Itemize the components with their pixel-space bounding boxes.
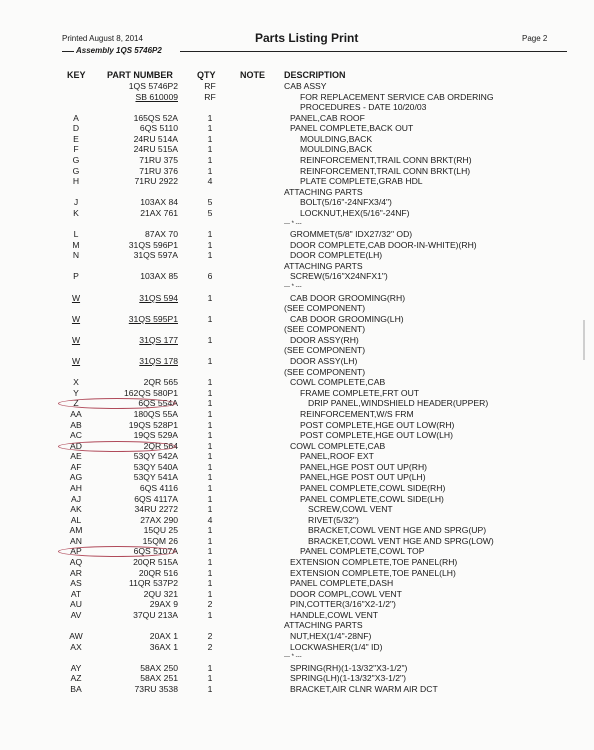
row-part-number: 11QR 537P2 — [128, 578, 178, 589]
row-description: SCREW(5/16"X24NFX1") — [290, 271, 388, 282]
row-qty: 1 — [207, 229, 213, 240]
row-description: BRACKET,AIR CLNR WARM AIR DCT — [290, 683, 438, 694]
row-part-number: 53QY 541A — [133, 472, 178, 483]
row-description: EXTENSION COMPLETE,TOE PANEL(RH) — [290, 557, 458, 568]
row-qty: 1 — [207, 567, 213, 578]
row-qty: 1 — [207, 546, 213, 557]
row-description: PANEL,CAB ROOF — [290, 112, 365, 123]
table-row — [0, 684, 594, 695]
row-description: --- * --- — [284, 220, 302, 227]
row-key: AD — [70, 440, 82, 451]
row-description: CAB DOOR GROOMING(LH) — [290, 313, 404, 324]
assembly-bar — [62, 47, 567, 57]
row-key: W — [71, 356, 81, 367]
row-description: EXTENSION COMPLETE,TOE PANEL(LH) — [290, 567, 456, 578]
table-row — [0, 176, 594, 187]
row-part-number: 6QS 5107A — [133, 546, 178, 557]
column-header-note: NOTE — [240, 70, 266, 80]
row-part-number: 37QU 213A — [133, 609, 178, 620]
table-row — [0, 250, 594, 261]
table-row — [0, 293, 594, 304]
table-row — [0, 652, 594, 663]
column-header-description: DESCRIPTION — [284, 70, 346, 80]
row-description: DOOR COMPLETE(LH) — [290, 250, 383, 261]
row-key: AR — [70, 567, 82, 578]
row-description: (SEE COMPONENT) — [284, 366, 366, 377]
table-row — [0, 483, 594, 494]
row-qty: 5 — [207, 197, 213, 208]
row-key: A — [73, 112, 79, 123]
row-key: AC — [70, 430, 82, 441]
row-part-number: 53QY 542A — [133, 451, 178, 462]
row-part-number: 31QS 594 — [139, 292, 178, 303]
table-row — [0, 451, 594, 462]
row-qty: 1 — [207, 250, 213, 261]
row-part-number: 87AX 70 — [145, 229, 178, 240]
row-key: AZ — [70, 673, 82, 684]
row-key: H — [72, 176, 80, 187]
row-part-number: 31QS 596P1 — [128, 239, 178, 250]
table-row — [0, 472, 594, 483]
row-qty: 1 — [207, 683, 213, 694]
printed-date: Printed August 8, 2014 — [62, 34, 143, 43]
row-part-number: 15QU 25 — [143, 525, 178, 536]
row-description: DOOR COMPL,COWL VENT — [290, 588, 402, 599]
table-row — [0, 166, 594, 177]
table-row — [0, 388, 594, 399]
row-description: PANEL COMPLETE,COWL SIDE(LH) — [300, 493, 444, 504]
table-row — [0, 430, 594, 441]
row-qty: 4 — [207, 514, 213, 525]
row-part-number: 20QR 515A — [133, 557, 178, 568]
row-description: CAB DOOR GROOMING(RH) — [290, 292, 406, 303]
row-qty: 1 — [207, 387, 213, 398]
row-description: CAB ASSY — [284, 81, 327, 91]
row-key: D — [72, 123, 80, 134]
row-part-number: 19QS 529A — [133, 430, 178, 441]
row-part-number: 6QS 4117A — [134, 493, 178, 504]
row-key: E — [73, 133, 79, 144]
row-key: W — [71, 334, 81, 345]
table-row — [0, 568, 594, 579]
row-qty: 2 — [207, 599, 213, 610]
row-description: SCREW,COWL VENT — [308, 504, 393, 515]
row-key: N — [72, 250, 80, 261]
row-description: MOULDING,BACK — [300, 144, 373, 155]
row-qty: 1 — [207, 133, 213, 144]
row-qty: 2 — [207, 641, 213, 652]
table-row — [0, 208, 594, 219]
row-description: MOULDING,BACK — [300, 133, 373, 144]
row-qty: 1 — [207, 461, 213, 472]
row-part-number: 21AX 761 — [140, 207, 178, 218]
table-row — [0, 271, 594, 282]
table-row — [0, 303, 594, 314]
row-part-number: 58AX 250 — [140, 662, 178, 673]
row-key: AV — [70, 609, 82, 620]
table-row — [0, 314, 594, 325]
row-part-number: 103AX 84 — [140, 197, 178, 208]
scan-edge-mark — [583, 320, 585, 360]
row-description: NUT,HEX(1/4"-28NF) — [290, 631, 372, 642]
table-row — [0, 367, 594, 378]
row-description: --- * --- — [284, 283, 302, 290]
row-description: REINFORCEMENT,TRAIL CONN BRKT(RH) — [300, 155, 472, 166]
row-key: AH — [70, 482, 82, 493]
row-part-number: 71RU 2922 — [134, 176, 178, 187]
row-part-number: 19QS 528P1 — [128, 419, 178, 430]
row-description: PANEL COMPLETE,COWL TOP — [300, 546, 425, 557]
row-key: AS — [70, 578, 82, 589]
row-part-number: 53QY 540A — [133, 461, 178, 472]
row-qty: 1 — [207, 313, 213, 324]
row-part-number: 15QM 26 — [142, 535, 178, 546]
table-row — [0, 92, 594, 103]
table-row — [0, 197, 594, 208]
row-part-number: 31QS 178 — [139, 356, 178, 367]
row-qty: 1 — [207, 662, 213, 673]
table-row — [0, 536, 594, 547]
table-row — [0, 282, 594, 293]
row-qty: 4 — [207, 176, 213, 187]
table-row — [0, 663, 594, 674]
table-row — [0, 144, 594, 155]
column-header-key: KEY — [67, 70, 86, 80]
row-description: (SEE COMPONENT) — [284, 303, 366, 314]
row-key: AU — [70, 599, 82, 610]
table-row — [0, 494, 594, 505]
row-description: REINFORCEMENT,W/S FRM — [300, 408, 414, 419]
row-key: AB — [70, 419, 82, 430]
table-row — [0, 599, 594, 610]
row-qty: 1 — [207, 408, 213, 419]
row-part-number: 165QS 52A — [133, 112, 178, 123]
row-key: W — [71, 313, 81, 324]
row-part-number: 162QS 580P1 — [124, 387, 178, 398]
row-key: AK — [70, 504, 82, 515]
row-part-number: 2QR 565 — [143, 377, 178, 388]
row-description: PANEL COMPLETE,BACK OUT — [290, 123, 414, 134]
row-part-number: 20QR 516 — [138, 567, 178, 578]
row-part-number: 27AX 290 — [140, 514, 178, 525]
row-part-number: 2QR 564 — [143, 440, 178, 451]
table-row — [0, 525, 594, 536]
row-key: M — [72, 239, 80, 250]
row-part-number: 6QS 5110 — [139, 123, 178, 134]
row-description: ATTACHING PARTS — [284, 260, 363, 271]
hand-drawn-circle-mark — [58, 441, 176, 452]
row-key: AP — [70, 546, 82, 557]
row-description: ATTACHING PARTS — [284, 620, 363, 631]
table-row — [0, 557, 594, 568]
row-description: --- * --- — [284, 654, 302, 661]
row-qty: 2 — [207, 631, 213, 642]
row-key: W — [71, 292, 81, 303]
row-description: ATTACHING PARTS — [284, 186, 363, 197]
row-qty: 1 — [207, 472, 213, 483]
table-row — [0, 578, 594, 589]
row-description: LOCKWASHER(1/4" ID) — [290, 641, 383, 652]
row-key: Y — [73, 387, 79, 398]
row-part-number: 58AX 251 — [140, 673, 178, 684]
row-description: PANEL COMPLETE,COWL SIDE(RH) — [300, 482, 446, 493]
row-description: FRAME COMPLETE,FRT OUT — [300, 387, 420, 398]
table-row — [0, 187, 594, 198]
row-key: AA — [70, 408, 82, 419]
row-part-number: 6QS 554A — [138, 398, 178, 409]
row-part-number: 24RU 515A — [133, 144, 178, 155]
rule-right — [180, 51, 567, 52]
row-qty: 1 — [207, 440, 213, 451]
table-row — [0, 398, 594, 409]
table-row — [0, 81, 594, 92]
row-qty: 1 — [207, 112, 213, 123]
row-description: BOLT(5/16"-24NFX3/4") — [300, 197, 392, 208]
row-key: X — [73, 377, 79, 388]
row-description: DOOR ASSY(RH) — [290, 334, 359, 345]
row-description: HANDLE,COWL VENT — [290, 609, 379, 620]
row-qty: 1 — [207, 419, 213, 430]
row-part-number: 103AX 85 — [140, 271, 178, 282]
row-qty: 1 — [207, 155, 213, 166]
row-key: L — [73, 229, 79, 240]
table-row — [0, 261, 594, 272]
row-description: DOOR ASSY(LH) — [290, 356, 358, 367]
table-row — [0, 356, 594, 367]
row-key: AJ — [70, 493, 82, 504]
row-qty: 1 — [207, 377, 213, 388]
row-part-number: 73RU 3538 — [134, 683, 178, 694]
row-description: BRACKET,COWL VENT HGE AND SPRG(UP) — [308, 525, 487, 536]
table-row — [0, 219, 594, 230]
row-description: COWL COMPLETE,CAB — [290, 440, 386, 451]
row-description: PIN,COTTER(3/16"X2-1/2") — [290, 599, 396, 610]
table-row — [0, 631, 594, 642]
row-key: AW — [69, 631, 83, 642]
row-qty: 1 — [207, 525, 213, 536]
row-qty: 1 — [207, 535, 213, 546]
table-row — [0, 420, 594, 431]
row-part-number: 29AX 9 — [149, 599, 178, 610]
row-qty: 1 — [207, 292, 213, 303]
row-part-number: 180QS 55A — [133, 408, 178, 419]
row-part-number: 31QS 177 — [139, 334, 178, 345]
row-key: AX — [70, 641, 82, 652]
table-row — [0, 673, 594, 684]
page-number: Page 2 — [522, 34, 548, 43]
table-row — [0, 134, 594, 145]
row-key: G — [72, 165, 80, 176]
table-row — [0, 515, 594, 526]
row-qty: 1 — [207, 504, 213, 515]
row-qty: 1 — [207, 165, 213, 176]
row-part-number: 20AX 1 — [149, 631, 178, 642]
row-description: PANEL COMPLETE,DASH — [290, 578, 394, 589]
row-description: (SEE COMPONENT) — [284, 324, 366, 335]
row-description: DOOR COMPLETE,CAB DOOR-IN-WHITE)(RH) — [290, 239, 477, 250]
table-row — [0, 441, 594, 452]
table-row — [0, 335, 594, 346]
row-key: G — [72, 155, 80, 166]
table-row — [0, 642, 594, 653]
row-qty: 1 — [207, 398, 213, 409]
row-part-number: 6QS 4116 — [139, 482, 178, 493]
assembly-label: Assembly 1QS 5746P2 — [76, 46, 162, 55]
row-description: LOCKNUT,HEX(5/16"-24NF) — [300, 207, 410, 218]
row-qty: 1 — [207, 609, 213, 620]
row-description: BRACKET,COWL VENT HGE AND SPRG(LOW) — [308, 535, 494, 546]
row-key: AQ — [69, 557, 83, 568]
row-description: REINFORCEMENT,TRAIL CONN BRKT(LH) — [300, 165, 471, 176]
row-qty: 1 — [207, 144, 213, 155]
rule-left — [62, 51, 74, 52]
row-qty: 1 — [207, 123, 213, 134]
table-row — [0, 240, 594, 251]
row-qty: 1 — [207, 673, 213, 684]
row-description: COWL COMPLETE,CAB — [290, 377, 386, 388]
row-key: AE — [70, 451, 82, 462]
row-part-number: 71RU 376 — [139, 165, 178, 176]
row-description: (SEE COMPONENT) — [284, 345, 366, 356]
row-part-number: 24RU 514A — [133, 133, 178, 144]
parts-table — [0, 81, 594, 695]
row-key: AM — [69, 525, 83, 536]
table-row — [0, 123, 594, 134]
table-row — [0, 462, 594, 473]
row-description: SPRING(RH)(1-13/32"X3-1/2") — [290, 662, 408, 673]
row-description: POST COMPLETE,HGE OUT LOW(LH) — [300, 430, 453, 441]
table-row — [0, 504, 594, 515]
table-row — [0, 377, 594, 388]
row-description: FOR REPLACEMENT SERVICE CAB ORDERING — [300, 91, 494, 102]
row-description: GROMMET(5/8" IDX27/32" OD) — [290, 229, 413, 240]
column-header-qty: QTY — [197, 70, 216, 80]
row-description: PROCEDURES - DATE 10/20/03 — [300, 102, 427, 113]
row-part-number: 2QU 321 — [143, 588, 178, 599]
row-qty: 1 — [207, 578, 213, 589]
table-row — [0, 546, 594, 557]
row-qty: 1 — [207, 482, 213, 493]
page-title: Parts Listing Print — [255, 31, 359, 45]
row-key: AF — [70, 461, 82, 472]
row-part-number: 1QS 5746P2 — [128, 81, 178, 91]
row-key: BA — [70, 683, 82, 694]
row-key: AN — [70, 535, 82, 546]
row-qty: 1 — [207, 451, 213, 462]
row-part-number: SB 610009 — [135, 91, 178, 102]
row-qty: 1 — [207, 356, 213, 367]
row-description: PANEL,HGE POST OUT UP(RH) — [300, 461, 428, 472]
row-key: J — [73, 197, 79, 208]
row-qty: RF — [204, 81, 216, 91]
row-key: AL — [70, 514, 82, 525]
row-qty: 1 — [207, 239, 213, 250]
row-part-number: 36AX 1 — [149, 641, 178, 652]
table-row — [0, 229, 594, 240]
row-part-number: 71RU 375 — [139, 155, 178, 166]
row-description: PANEL,ROOF EXT — [300, 451, 374, 462]
row-part-number: 31QS 595P1 — [128, 313, 178, 324]
row-key: AT — [70, 588, 82, 599]
row-description: DRIP PANEL,WINDSHIELD HEADER(UPPER) — [308, 398, 489, 409]
row-description: RIVET(5/32") — [308, 514, 359, 525]
row-qty: 5 — [207, 207, 213, 218]
row-key: Z — [73, 398, 79, 409]
table-row — [0, 155, 594, 166]
row-description: PLATE COMPLETE,GRAB HDL — [300, 176, 423, 187]
row-key: F — [73, 144, 79, 155]
column-header-part-number: PART NUMBER — [107, 70, 173, 80]
row-key: P — [73, 271, 79, 282]
table-row — [0, 324, 594, 335]
row-key: K — [73, 207, 79, 218]
row-qty: 1 — [207, 334, 213, 345]
row-qty: 1 — [207, 430, 213, 441]
row-part-number: 31QS 597A — [133, 250, 178, 261]
table-row — [0, 409, 594, 420]
table-row — [0, 620, 594, 631]
row-description: PANEL,HGE POST OUT UP(LH) — [300, 472, 426, 483]
row-part-number: 34RU 2272 — [134, 504, 178, 515]
row-qty: 1 — [207, 493, 213, 504]
row-key: AG — [69, 472, 83, 483]
row-qty: RF — [204, 91, 216, 102]
table-row — [0, 345, 594, 356]
row-key: AY — [70, 662, 82, 673]
row-qty: 1 — [207, 557, 213, 568]
table-row — [0, 589, 594, 600]
row-description: SPRING(LH)(1-13/32"X3-1/2") — [290, 673, 406, 684]
table-row — [0, 102, 594, 113]
table-row — [0, 113, 594, 124]
row-qty: 1 — [207, 588, 213, 599]
table-row — [0, 610, 594, 621]
row-qty: 6 — [207, 271, 213, 282]
row-description: POST COMPLETE,HGE OUT LOW(RH) — [300, 419, 455, 430]
